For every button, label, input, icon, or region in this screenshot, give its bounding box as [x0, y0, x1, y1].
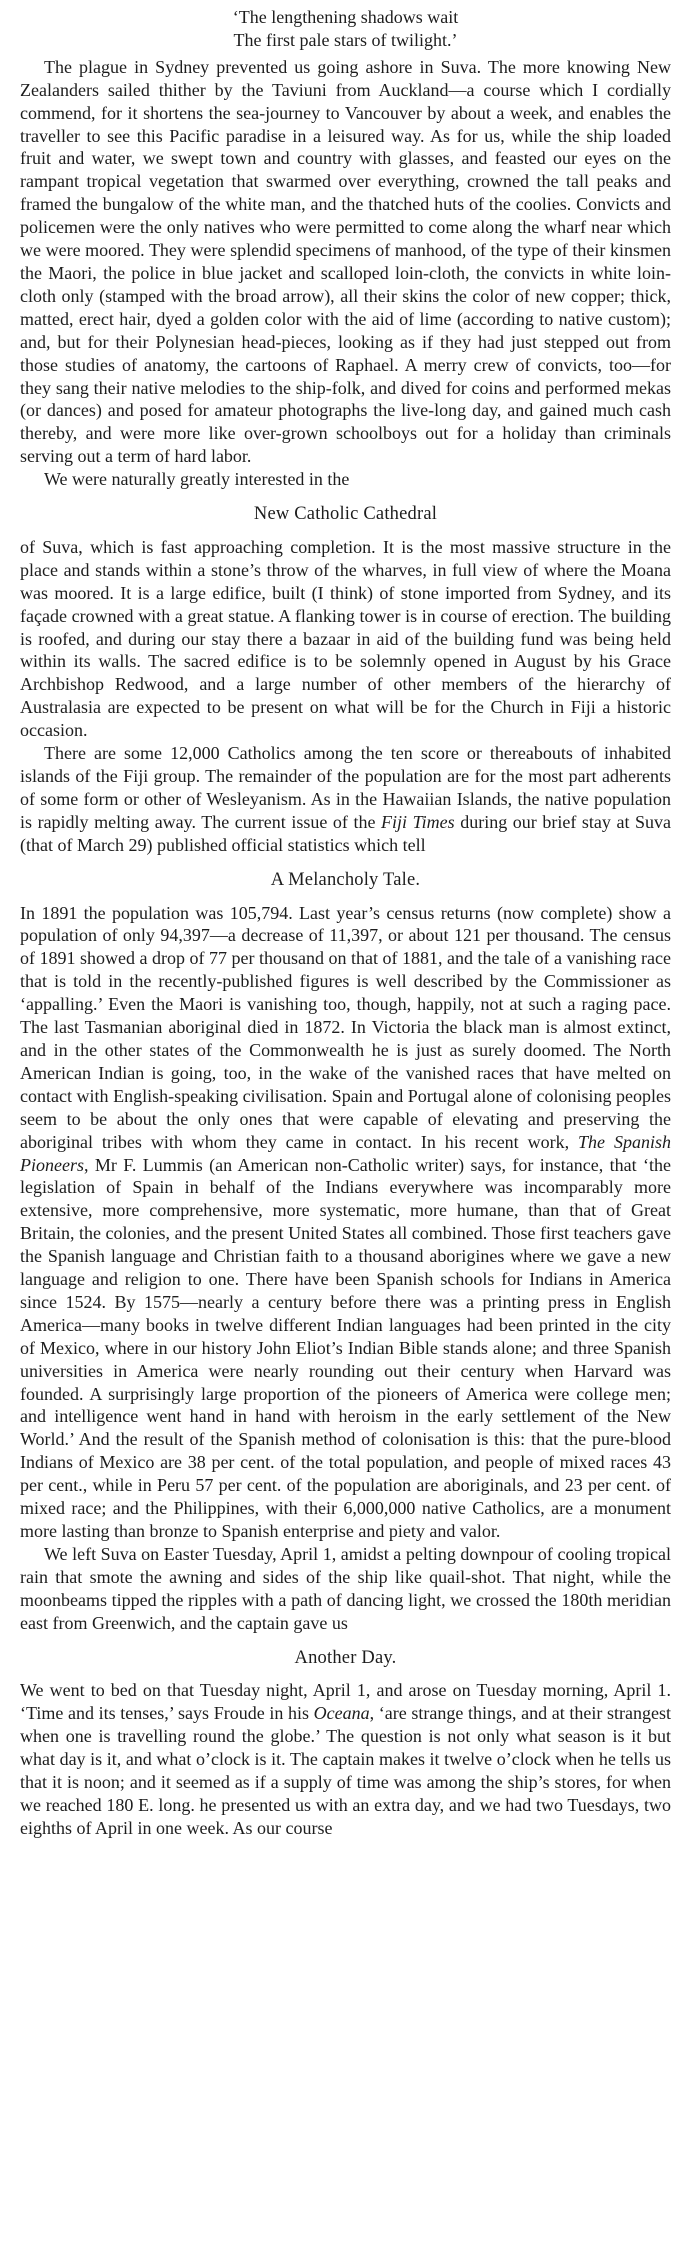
text-run: during our brief stay at Suva (that of March 29) published official statistics which tell [20, 811, 672, 855]
italic-title-oceana: Oceana [313, 1703, 370, 1724]
section-heading-cathedral: New Catholic Cathedral [253, 504, 438, 525]
paragraph-cathedral: of Suva, which is fast approaching completion. It is the most massive structure in the place and stands within a stone’s throw of the wharves, in full view of where the Moana was moored. It is a large edifice, built (I think) of stone imported from Sydney, and its façade crowned with a great statue. A flanking tower is in course of erection. The building is roofed, and during our stay there a bazaar in aid of the building fund was being held within its walls. The sacred edifice is to be solemnly opened in August by his Grace Archbishop Redwood, and a large number of other members of the hierarchy of Australasia are expected to be present on what will be for the Church in Fiji a historic occasion. [20, 536, 671, 741]
epigraph-line-2: The first pale stars of twilight.’ [233, 29, 458, 50]
italic-title-fiji-times: Fiji Times [381, 811, 455, 832]
paragraph-population [20, 902, 671, 1543]
epigraph-line-1: ‘The lengthening shadows wait [232, 7, 459, 27]
italic-title-spanish-pioneers: The Spanish Pioneers [20, 1131, 671, 1175]
paragraph-catholics-fiji [20, 742, 671, 857]
epigraph [20, 6, 671, 52]
paragraph-another-day [20, 1679, 671, 1839]
text-run: , Mr F. Lummis (an American non-Catholic writer) says, for instance, that ‘the legislation of Spain in behalf of the Indians everywhere was incomparably more extensive, more comprehensive, more systematic, more humane, than that of Great Britain, the colonies, and the present United States all combined. Those first teachers gave the Spanish language and Christian faith to a thousand aborigines where we gave a new language and religion to one. There have been Spanish schools for Indians in America since 1524. By 1575—nearly a century before there was a printing press in English America—many books in twelve different Indian languages had been printed in the city of Mexico, where in our history John Eliot’s Indian Bible stands alone; and three Spanish universities in America were nearly rounding out their century when Harvard was founded. A surprisingly large proportion of the pioneers of America were college men; and intelligence went hand in hand with heroism in the early settlement of the New World.’ And the result of the Spanish method of colonisation is this: that the pure-blood Indians of Mexico are 38 per cent. of the total population, and people of mixed races 43 per cent., while in Peru 57 per cent. of the population are aboriginals, and 23 per cent. of mixed race; and the Philippines, with their 6,000,000 native Catholics, are a monument more lasting than bronze to Spanish enterprise and piety and valor. [20, 1154, 671, 1541]
section-heading-another-day: Another Day. [294, 1647, 397, 1668]
paragraph-interest-intro: We were naturally greatly interested in the [44, 469, 350, 490]
paragraph-plague-suva: The plague in Sydney prevented us going ashore in Suva. The more knowing New Zealanders sailed thither by the Taviuni from Auckland—a course which I cordially commend, for it shortens the sea-journey to Vancouver by about a week, and enables the traveller to see this Pacific paradise in a leisured way. As for us, while the ship loaded fruit and water, we swept town and country with glasses, and feasted our eyes on the rampant tropical vegetation that swarmed over everything, crowned the tall peaks and framed the bungalow of the white man, and the thatched huts of the coolies. Convicts and policemen were the only natives who were permitted to come along the wharf near which we were moored. They were splendid specimens of manhood, of the type of their kinsmen the Maori, the police in blue jacket and scalloped loin-cloth, the convicts in white loin-cloth only (stamped with the broad arrow), all their skins the color of new copper; thick, matted, erect hair, dyed a golden color with the aid of lime (according to native custom); and, but for their Polynesian head-pieces, looking as if they had just stepped out from those studies of anatomy, the cartoons of Raphael. A merry crew of convicts, too—for they sang their native melodies to the ship-folk, and dived for coins and performed mekas (or dances) and posed for amateur photographs the live-long day, and gained much cash thereby, and were more like over-grown schoolboys out for a holiday than criminals serving out a term of hard labor. [20, 56, 671, 467]
paragraph-left-suva: We left Suva on Easter Tuesday, April 1, amidst a pelting downpour of cooling tropical rain that smote the awning and sides of the ship like quail-shot. That night, while the moonbeams tipped the ripples with a path of dancing light, we crossed the 180th meridian east from Greenwich, and the captain gave us [20, 1543, 671, 1633]
section-heading-melancholy-tale: A Melancholy Tale. [270, 869, 421, 890]
text-run: In 1891 the population was 105,794. Last year’s census returns (now complete) show a population of only 94,397—a decrease of 11,397, or about 121 per thousand. The census of 1891 showed a drop of 77 per thousand on that of 1881, and the tale of a vanishing race that is told in the recently-published figures is well described by the Commissioner as ‘appalling.’ Even the Maori is vanishing too, though, happily, not at such a raging pace. The last Tasmanian aboriginal died in 1872. In Victoria the black man is almost extinct, and in the other states of the Commonwealth he is just as surely doomed. The North American Indian is going, too, in the wake of the vanished races that have melted on contact with English-speaking civilisation. Spain and Portugal alone of colonising peoples seem to be about the only ones that were capable of elevating and preserving the aboriginal tribes with whom they came in contact. In his recent work, [20, 902, 671, 1152]
text-run: We went to bed on that Tuesday night, April 1, and arose on Tuesday morning, April 1. ‘Time and its tenses,’ says Froude in his [20, 1680, 671, 1724]
text-run: , ‘are strange things, and at their strangest when one is travelling round the globe.’ The question is not only what season is it but what day is it, and what o’clock is it. The captain makes it twelve o’clock when he tells us that it is noon; and it seemed as if a supply of time was among the ship’s stores, for when we reached 180 E. long. he presented us with an extra day, and we had two Tuesdays, two eighths of April in one week. As our course [20, 1703, 671, 1838]
text-run: There are some 12,000 Catholics among the ten score or thereabouts of inhabited islands of the Fiji group. The remainder of the population are for the most part adherents of some form or other of Wesleyanism. As in the Hawaiian Islands, the native population is rapidly melting away. The current issue of the [20, 743, 671, 832]
